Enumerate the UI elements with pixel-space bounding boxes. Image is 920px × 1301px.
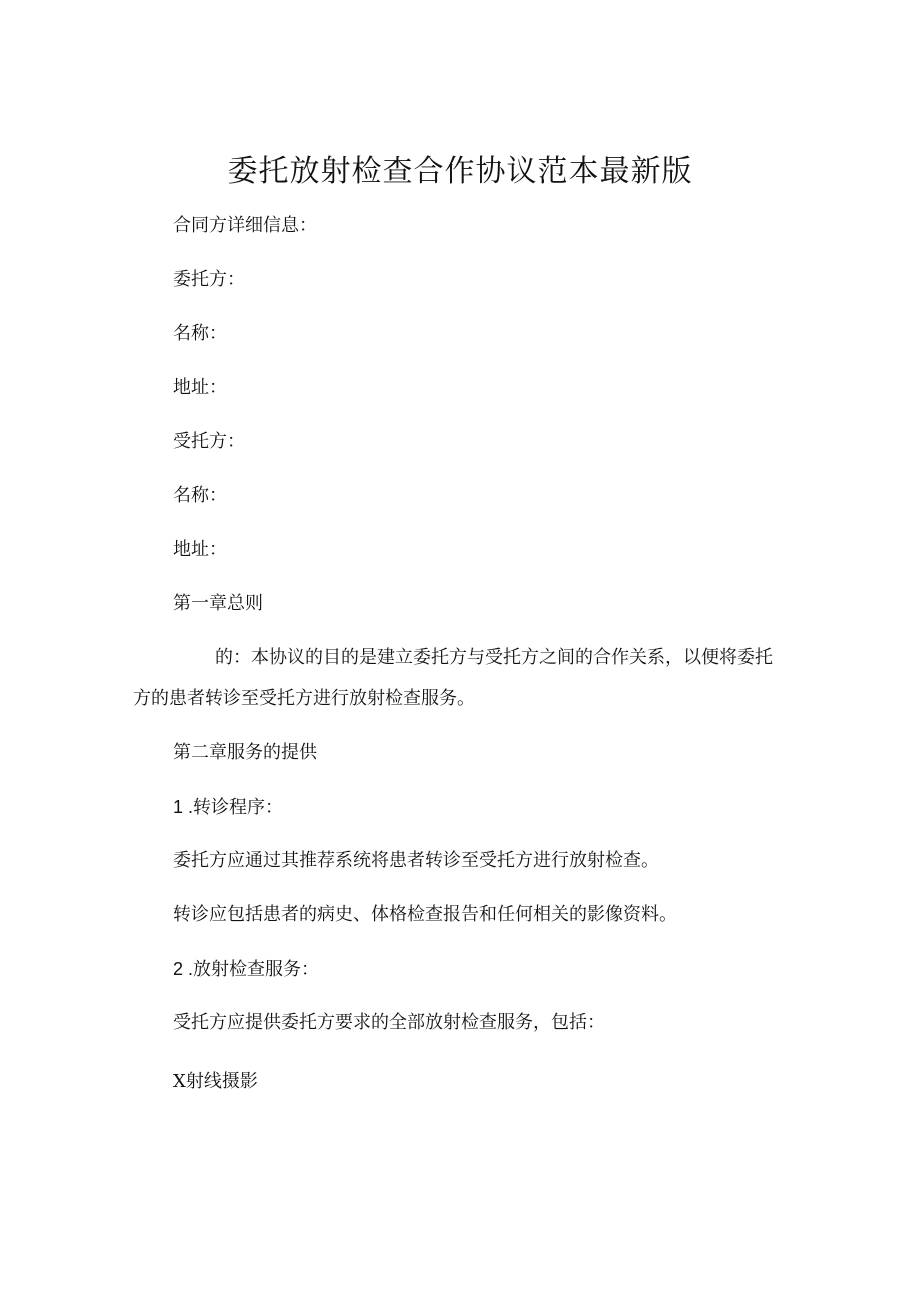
contractor-name-label: 名称： bbox=[173, 485, 227, 506]
section-heading-party-details: 合同方详细信息： bbox=[173, 215, 317, 236]
client-name-label: 名称： bbox=[173, 323, 227, 344]
clause-1-text-2: 转诊应包括患者的病史、体格检查报告和任何相关的影像资料。 bbox=[173, 904, 677, 925]
purpose-paragraph-line-2: 方的患者转诊至受托方进行放射检查服务。 bbox=[133, 688, 475, 709]
clause-2-text: 受托方应提供委托方要求的全部放射检查服务，包括： bbox=[173, 1012, 605, 1033]
client-address-label: 地址： bbox=[173, 377, 227, 398]
service-item-xray: X射线摄影 bbox=[173, 1071, 258, 1092]
chapter-one-heading: 第一章总则 bbox=[173, 593, 263, 614]
clause-2-heading: 2 .放射检查服务： bbox=[173, 959, 320, 979]
chapter-two-heading: 第二章服务的提供 bbox=[173, 742, 317, 763]
clause-1-heading: 1 .转诊程序： bbox=[173, 797, 284, 817]
client-party-label: 委托方： bbox=[173, 269, 245, 290]
contractor-party-label: 受托方： bbox=[173, 431, 245, 452]
purpose-paragraph-line-1: 的：本协议的目的是建立委托方与受托方之间的合作关系，以便将委托 bbox=[215, 647, 773, 668]
contractor-address-label: 地址： bbox=[173, 539, 227, 560]
clause-1-text-1: 委托方应通过其推荐系统将患者转诊至受托方进行放射检查。 bbox=[173, 850, 659, 871]
document-title: 委托放射检查合作协议范本最新版 bbox=[227, 154, 693, 189]
